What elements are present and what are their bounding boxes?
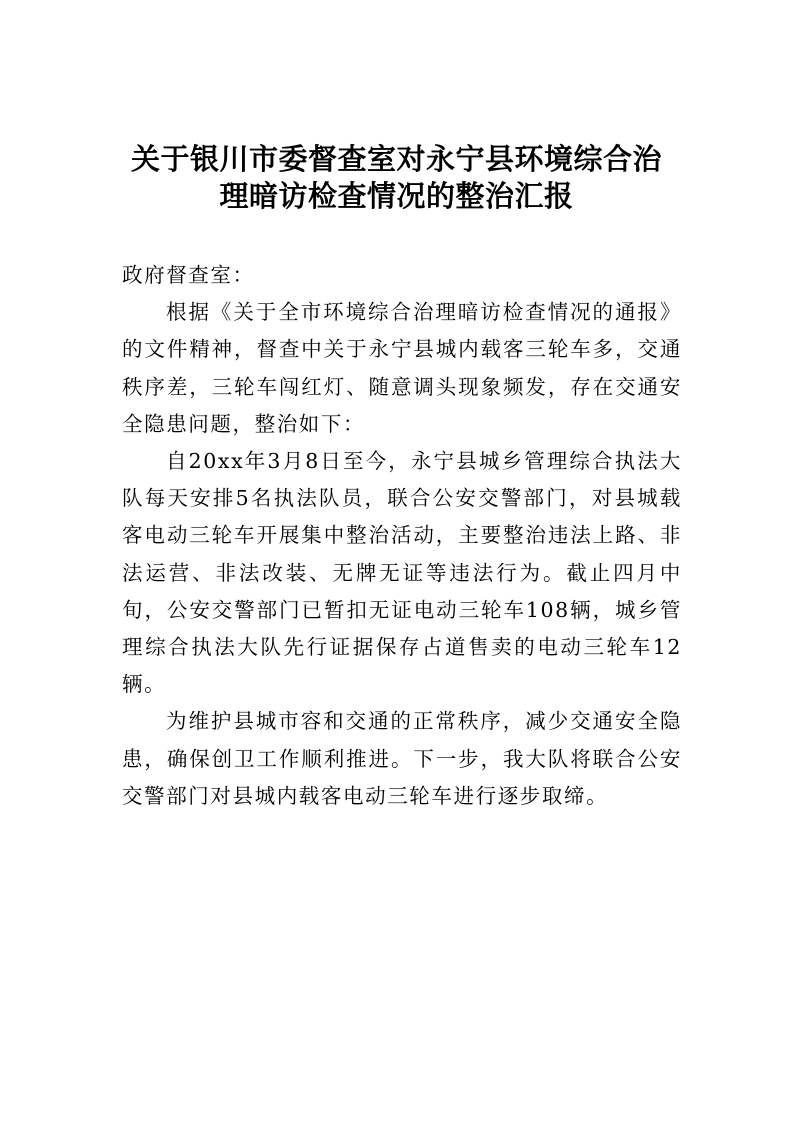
document-body xyxy=(122,257,682,815)
salutation: 政府督查室： xyxy=(122,263,255,287)
paragraph-1: 根据《关于全市环境综合治理暗访检查情况的通报》的文件精神，督查中关于永宁县城内载客三轮车多，交通秩序差，三轮车闯红灯、随意调头现象频发，存在交通安全隐患问题，整治如下： xyxy=(122,300,682,436)
document-title-line-2: 理暗访检查情况的整治汇报 xyxy=(219,179,574,213)
paragraph-3: 为维护县城市容和交通的正常秩序，减少交通安全隐患，确保创卫工作顺利推进。下一步，我大队将联合公安交警部门对县城内载客电动三轮车进行逐步取缔。 xyxy=(122,709,682,808)
paragraph-2: 自20xx年3月8日至今，永宁县城乡管理综合执法大队每天安排5名执法队员，联合公安交警部门，对县城载客电动三轮车开展集中整治活动，主要整治违法上路、非法运营、非法改装、无牌无证等违法行为。截止四月中旬，公安交警部门已暂扣无证电动三轮车108辆，城乡管理综合执法大队先行证据保存占道售卖的电动三轮车12辆。 xyxy=(122,449,682,697)
document-title-line-1: 关于银川市委督查室对永宁县环境综合治 xyxy=(130,142,662,176)
